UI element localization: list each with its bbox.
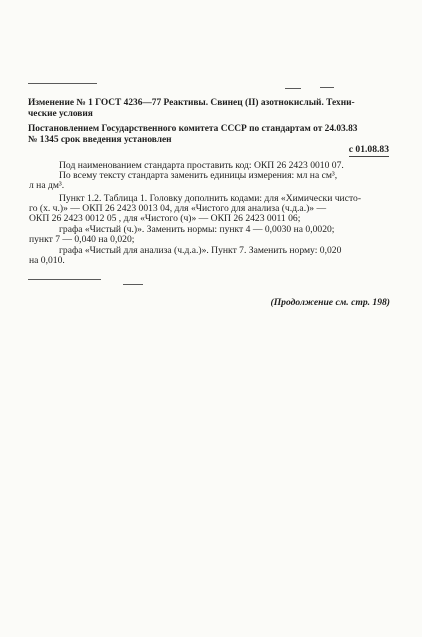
body-line-8: пункт 7 — 0,040 на 0,020;	[29, 234, 135, 245]
top-rule-right-b	[320, 87, 334, 88]
body-line-4: Пункт 1.2. Таблица 1. Головку дополнить кодами: для «Химически чисто-	[59, 193, 362, 204]
body-line-3: л на дм³.	[29, 180, 65, 191]
top-rule-left	[28, 83, 97, 84]
decree-line-2: № 1345 срок введения установлен	[28, 135, 172, 145]
amendment-heading-line-1: Изменение № 1 ГОСТ 4236—77 Реактивы. Свинец (II) азотнокислый. Техни-	[28, 98, 355, 108]
body-line-10: на 0,010.	[29, 255, 65, 266]
body-line-2: По всему тексту стандарта заменить единицы измерения: мл на см³,	[59, 170, 338, 181]
body-line-6: ОКП 26 2423 0012 05 , для «Чистого (ч)» — ОКП 26 2423 0011 06;	[29, 213, 301, 224]
body-line-5: го (х. ч.)» — ОКП 26 2423 0013 04, для «Чистого для анализа (ч.д.а.)» —	[29, 203, 327, 214]
body-line-1: Под наименованием стандарта проставить код: ОКП 26 2423 0010 07.	[59, 160, 344, 171]
body-line-7: графа «Чистый (ч.)». Заменить нормы: пункт 4 — 0,0030 на 0,0020;	[59, 224, 335, 235]
top-rule-right-a	[285, 88, 301, 89]
continuation-note: (Продолжение см. стр. 198)	[270, 297, 390, 308]
decree-line-1: Постановлением Государственного комитета СССР по стандартам от 24.03.83	[28, 124, 358, 134]
body-line-9: графа «Чистый для анализа (ч.д.а.)». Пункт 7. Заменить норму: 0,020	[59, 245, 342, 256]
effective-date: с 01.08.83	[348, 144, 389, 155]
bottom-rule-right	[123, 284, 143, 285]
bottom-rule-left	[28, 279, 101, 280]
amendment-heading-line-2: ческие условия	[28, 109, 93, 119]
